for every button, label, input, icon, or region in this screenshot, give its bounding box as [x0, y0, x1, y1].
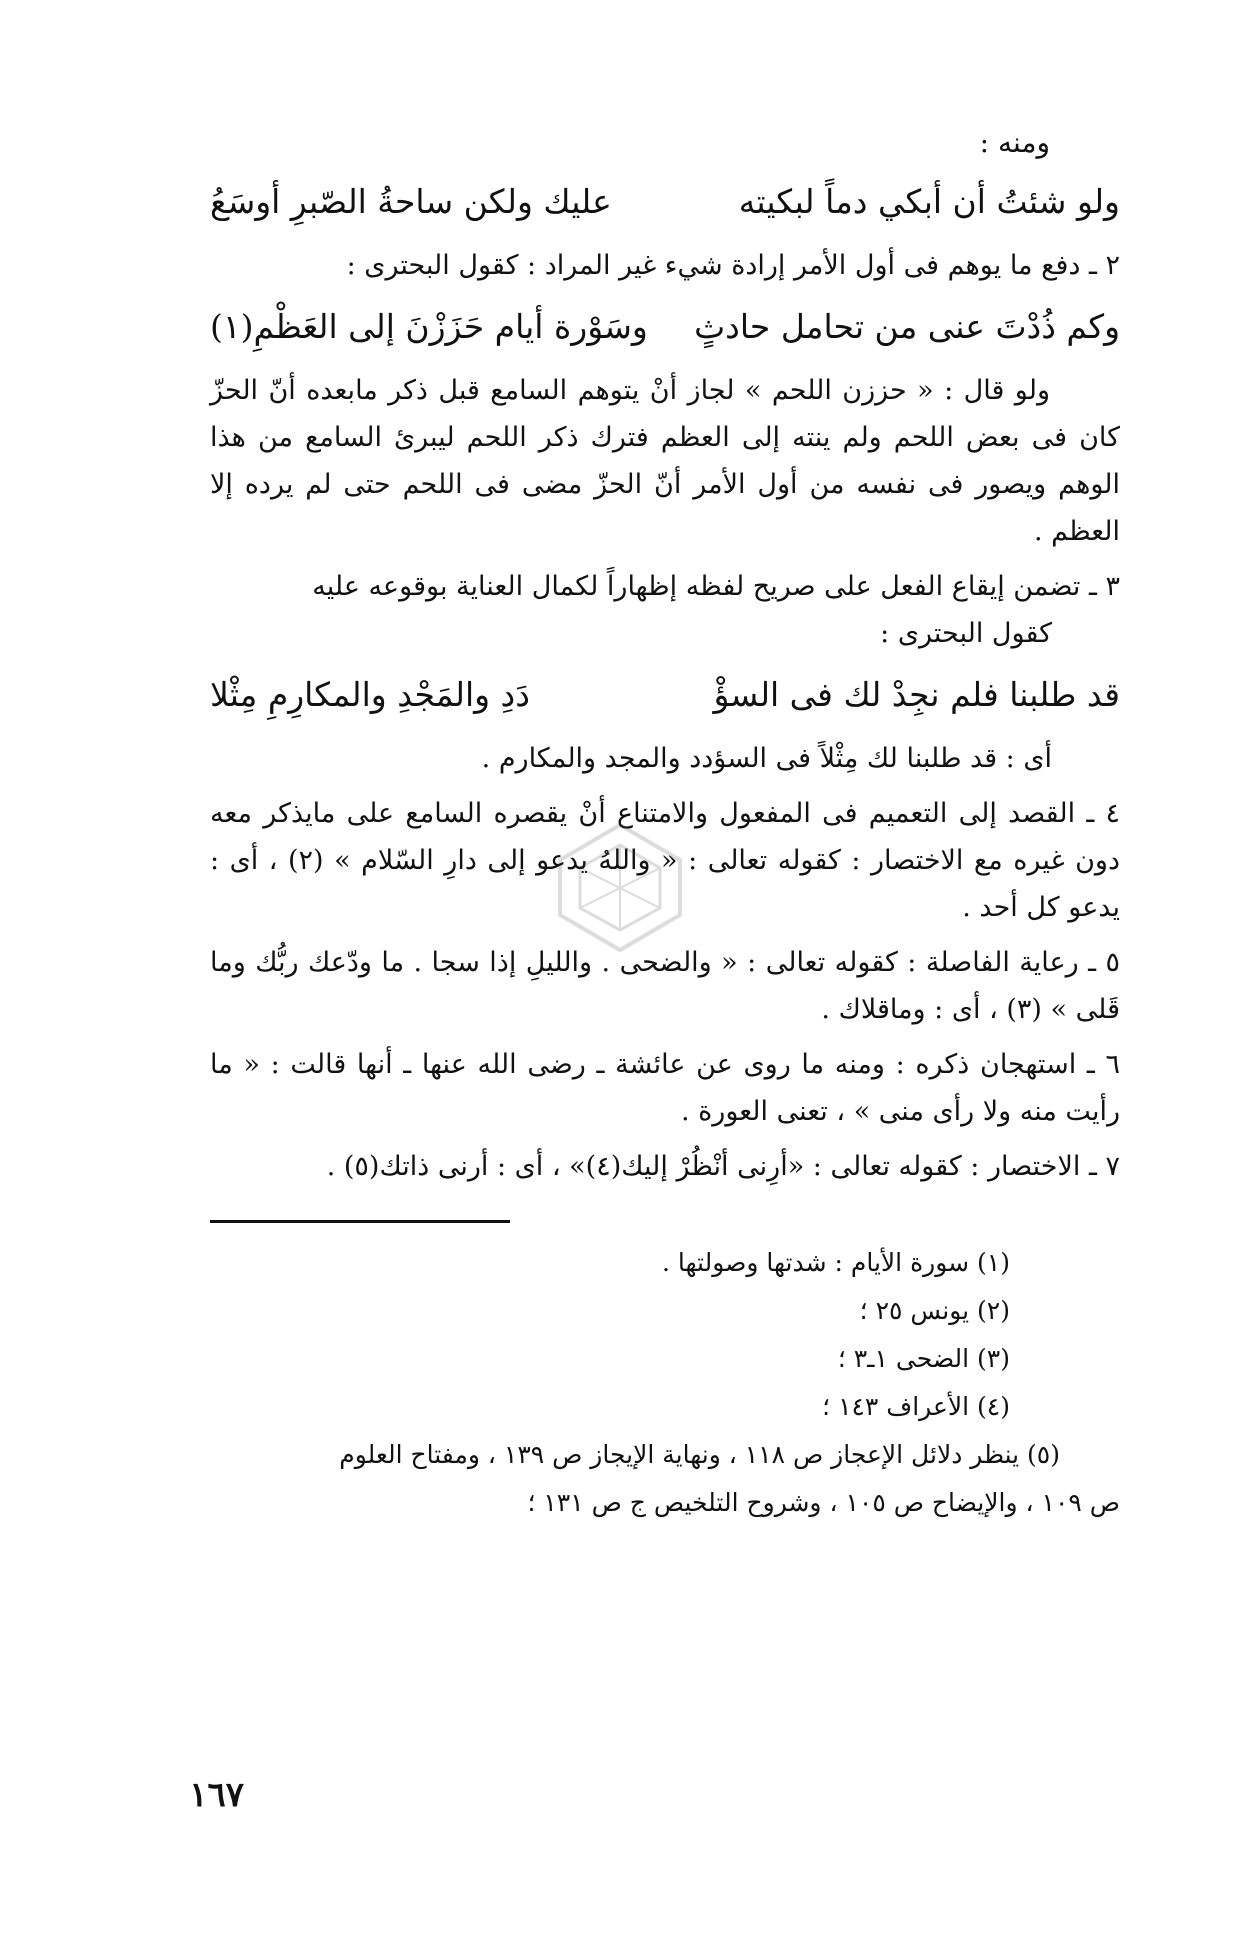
footnotes — [210, 1241, 1120, 1525]
verse-1-second-hemistich: عليك ولكن ساحةُ الصّبرِ أوسَعُ — [210, 182, 612, 221]
verse-3-first-hemistich: قد طلبنا فلم نجِدْ لك فى السؤْ — [713, 675, 1120, 714]
verse-3-second-hemistich: دَدِ والمَجْدِ والمكارِمِ مِثْلا — [210, 675, 530, 714]
intro-line: ومنه : — [979, 126, 1050, 159]
item-7: ٧ ـ الاختصار : كقوله تعالى : «أرِنى أنْظُرْ إليك(٤)» ، أى : أرنى ذاتك(٥) . — [326, 1151, 1120, 1182]
page-number: ١٦٧ — [189, 1775, 244, 1815]
document-page — [210, 120, 1120, 1880]
verse-2 — [210, 297, 1120, 357]
verse-1 — [210, 172, 1120, 232]
item-5: ٥ ـ رعاية الفاصلة : كقوله تعالى : « والضحى . والليلِ إذا سجا . ما ودّعك ربُّك وما قَلى » (٣) ، أى : وماقلاك . — [210, 947, 1120, 1025]
item-3-line-1: ٣ ـ تضمن إيقاع الفعل على صريح لفظه إظهاراً لكمال العناية بوقوعه عليه — [312, 571, 1120, 602]
verse-2-second-hemistich: وسَوْرة أيام حَزَزْنَ إلى العَظْمِ(١) — [210, 307, 648, 346]
item-6: ٦ ـ استهجان ذكره : ومنه ما روى عن عائشة ـ رضى الله عنها ـ أنها قالت : « ما رأيت منه ولا رأى منى » ، تعنى العورة . — [210, 1049, 1120, 1127]
item-4: ٤ ـ القصد إلى التعميم فى المفعول والامتناع أنْ يقصره السامع على مايذكر معه دون غيره مع الاختصار : كقوله تعالى : « واللهُ يدعو إلى دارِ السّلام » (٢) ، أى : يدعو كل أحد . — [210, 798, 1120, 923]
item-2: ٢ ـ دفع ما يوهم فى أول الأمر إرادة شيء غير المراد : كقول البحترى : — [346, 250, 1120, 281]
footnote-2: (٢) يونس ٢٥ ؛ — [859, 1296, 1010, 1325]
verse-3-explanation: أى : قد طلبنا لك مِثْلاً فى السؤدد والمجد والمكارم . — [481, 743, 1052, 774]
verse-2-first-hemistich: وكم ذُدْتَ عنى من تحامل حادثٍ — [694, 307, 1120, 346]
verse-3 — [210, 665, 1120, 725]
library-watermark-icon — [530, 820, 710, 970]
paragraph-explanation: ولو قال : « حززن اللحم » لجاز أنْ يتوهم السامع قبل ذكر مابعده أنّ الحزّ كان فى بعض اللحم ولم ينته إلى العظم فترك ذكر اللحم ليبرئ السامع من هذا الوهم ويصور فى نفسه من أول الأمر أنّ الحزّ مضى فى اللحم حتى لم يرده إلا العظم . — [210, 375, 1120, 547]
footnote-1: (١) سورة الأيام : شدتها وصولتها . — [662, 1248, 1010, 1277]
footnote-4: (٤) الأعراف ١٤٣ ؛ — [822, 1392, 1010, 1421]
footnote-divider — [210, 1220, 510, 1223]
footnote-5-continuation: ص ١٠٩ ، والإيضاح ص ١٠٥ ، وشروح التلخيص ج ص ١٣١ ؛ — [527, 1488, 1120, 1517]
item-3-line-2: كقول البحترى : — [880, 618, 1052, 649]
verse-1-first-hemistich: ولو شئتُ أن أبكي دماً لبكيته — [738, 182, 1120, 221]
footnote-3: (٣) الضحى ١ـ٣ ؛ — [837, 1344, 1010, 1373]
footnote-5: (٥) ينظر دلائل الإعجاز ص ١١٨ ، ونهاية الإيجاز ص ١٣٩ ، ومفتاح العلوم — [339, 1440, 1060, 1469]
